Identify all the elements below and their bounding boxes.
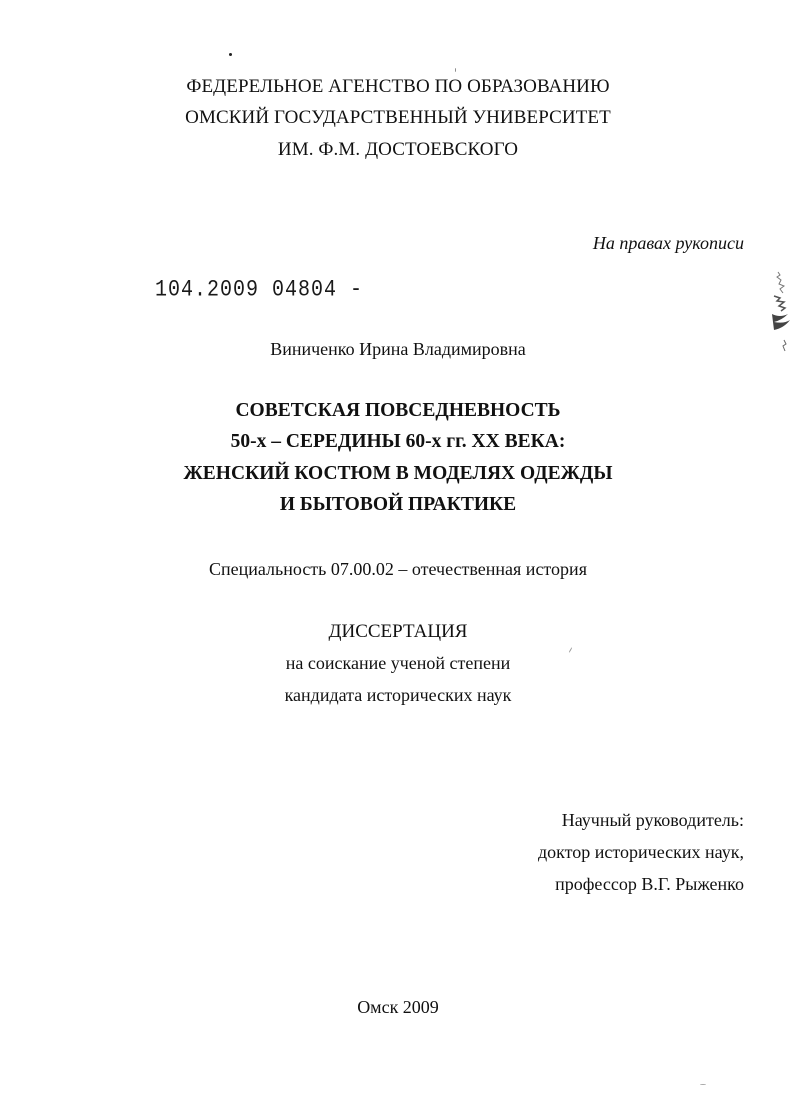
scan-speck	[569, 647, 573, 653]
scan-speck	[229, 53, 232, 56]
scan-speck	[700, 1084, 706, 1085]
supervisor-label: Научный руководитель:	[561, 810, 744, 830]
supervisor-name: профессор В.Г. Рыженко	[555, 874, 744, 894]
city-year: Омск 2009	[357, 997, 439, 1017]
scan-speck	[455, 68, 456, 72]
stamp-dash-mark: -	[337, 277, 364, 304]
title-line-3: ЖЕНСКИЙ КОСТЮМ В МОДЕЛЯХ ОДЕЖДЫ	[183, 463, 613, 484]
document-number-stamp	[155, 277, 363, 303]
document-type: ДИССЕРТАЦИЯ	[328, 621, 468, 642]
manuscript-rights-note: На правах рукописи	[592, 233, 744, 253]
university-name: ОМСКИЙ ГОСУДАРСТВЕННЫЙ УНИВЕРСИТЕТ	[185, 107, 611, 128]
university-dedication: ИМ. Ф.М. ДОСТОЕВСКОГО	[277, 139, 519, 160]
title-line-2: 50-х – СЕРЕДИНЫ 60-х гг. ХХ ВЕКА:	[230, 431, 566, 452]
document-number: 104.2009 04804	[155, 277, 338, 304]
title-line-4: И БЫТОВОЙ ПРАКТИКЕ	[279, 494, 517, 515]
degree-line-3: кандидата исторических наук	[284, 685, 512, 705]
agency-name: ФЕДЕРЕЛЬНОЕ АГЕНСТВО ПО ОБРАЗОВАНИЮ	[186, 76, 610, 97]
specialty: Специальность 07.00.02 – отечественная история	[209, 559, 587, 579]
supervisor-degree: доктор исторических наук,	[538, 842, 744, 862]
title-line-1: СОВЕТСКАЯ ПОВСЕДНЕВНОСТЬ	[235, 400, 561, 421]
degree-line-2: на соискание ученой степени	[285, 653, 511, 673]
author-name: Виниченко Ирина Владимировна	[270, 339, 526, 359]
